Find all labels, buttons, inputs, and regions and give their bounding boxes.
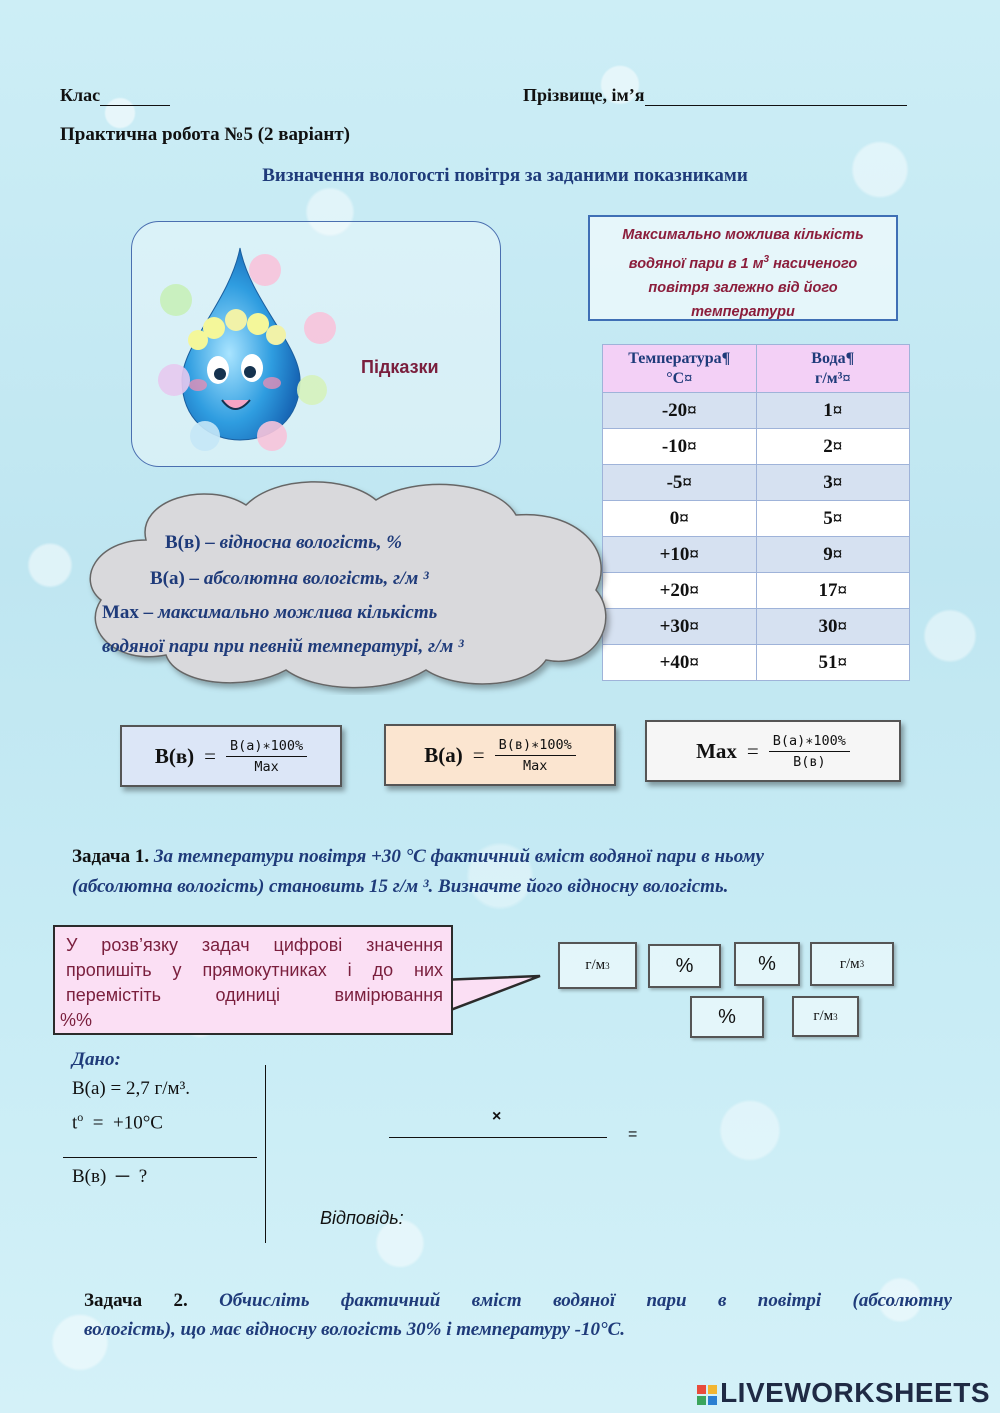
draggable-unit-gm3[interactable]: г/м 3 <box>558 942 637 989</box>
draggable-unit-percent[interactable]: % <box>648 944 721 988</box>
table-row: 0¤ 5¤ <box>603 501 910 537</box>
draggable-unit-gm3[interactable]: г/м 3 <box>792 996 859 1037</box>
task1-lead: Задача 1. <box>72 846 150 867</box>
max-box-line1: Максимально можлива кількість <box>622 227 864 243</box>
cloud-line-max-cont: водяної пари при певній температурі, г/м ³ <box>102 636 464 657</box>
logo-icon <box>697 1385 717 1405</box>
max-box-line2: водяної пари в 1 $м^3$ насиченого <box>628 253 858 272</box>
saturation-table <box>602 344 910 681</box>
times-sign: × <box>492 1108 502 1125</box>
topic-title: Визначення вологості повітря за заданими показниками <box>262 165 748 186</box>
table-row: +40¤ 51¤ <box>603 645 910 681</box>
table-header-water: Вода¶ г/м³¤ <box>756 345 910 393</box>
max-vapor-info-box <box>588 215 898 321</box>
formula-absolute-humidity: В(а) = $\frac{В(в)∗100\%}{\text{Max}}$ <box>384 724 616 786</box>
name-label: Прізвище, ім’я <box>523 85 645 105</box>
task1-line1: Задача 1. За температури повітря +30 °С фактичний вміст водяної пари в ньому <box>72 846 764 867</box>
given-title: Дано: <box>72 1049 121 1070</box>
given-vertical-rule <box>265 1065 266 1243</box>
cloud-line-relative: В(в) – відносна вологість, % <box>165 532 403 553</box>
given-find: В(в) ─ ? <box>72 1166 148 1187</box>
given-temperature: $t^о = +10^\circ C$ <box>72 1110 163 1134</box>
given-absolute-humidity: В(а) = 2,7 г/м³. <box>72 1078 191 1099</box>
task1-line2: (абсолютна вологість) становить 15 г/м ³. Визначте його відносну вологість. <box>72 876 729 897</box>
table-row: -10¤ 2¤ <box>603 429 910 465</box>
task2-line2: вологість), що має відносну вологість 30% і температуру -10°С. <box>84 1319 625 1340</box>
cloud-line-max: Max – максимально можлива кількість <box>102 602 438 623</box>
draggable-unit-gm3[interactable]: г/м 3 <box>810 942 894 986</box>
cloud-line-absolute: В(а) – абсолютна вологість, г/м ³ <box>150 568 429 589</box>
table-row: +20¤ 17¤ <box>603 573 910 609</box>
given-divider <box>63 1157 257 1158</box>
droplet-mascot-icon <box>150 240 350 455</box>
liveworksheets-logo <box>697 1377 990 1409</box>
equals-sign: = <box>628 1126 638 1143</box>
formula-max-vapor: Max = $\frac{В(а)∗100\%}{В(в)}$ <box>645 720 901 782</box>
task2-line1: Задача 2. Обчисліть фактичний вміст водяної пари в повітрі (абсолютну <box>84 1290 952 1311</box>
table-row: +10¤ 9¤ <box>603 537 910 573</box>
hints-label: Підказки <box>361 357 439 377</box>
task2-lead: Задача 2. <box>84 1290 188 1311</box>
work-title: Практична робота №5 (2 варіант) <box>60 124 351 145</box>
formula-relative-humidity: В(в) = $\frac{В(а)∗100\%}{\text{Max}}$ <box>120 725 342 787</box>
instruction-callout <box>53 925 453 1035</box>
table-row: -20¤ 1¤ <box>603 393 910 429</box>
max-box-line4: температури <box>691 304 795 321</box>
instruction-text: У розв’язку задач цифрові значення пропишіть у прямокутниках і до них перемістіть одиниці вимірювання <box>66 935 443 1005</box>
logo-text: LIVEWORKSHEETS <box>720 1377 990 1408</box>
class-blank[interactable] <box>100 88 170 106</box>
instruction-tail: %% <box>60 1010 93 1030</box>
class-label: Клас <box>60 85 101 105</box>
name-blank[interactable] <box>645 88 907 106</box>
max-box-line3: повітря залежно від його <box>648 279 838 296</box>
table-header-temperature: Температура¶ °С¤ <box>603 345 757 393</box>
name-field <box>523 85 907 106</box>
class-field <box>60 85 170 106</box>
table-row: +30¤ 30¤ <box>603 609 910 645</box>
draggable-unit-percent[interactable]: % <box>734 942 800 986</box>
callout-pointer-icon <box>440 972 545 1022</box>
fraction-line <box>389 1137 607 1138</box>
answer-label: Відповідь: <box>320 1208 404 1228</box>
draggable-unit-percent[interactable]: % <box>690 996 764 1038</box>
table-row: -5¤ 3¤ <box>603 465 910 501</box>
